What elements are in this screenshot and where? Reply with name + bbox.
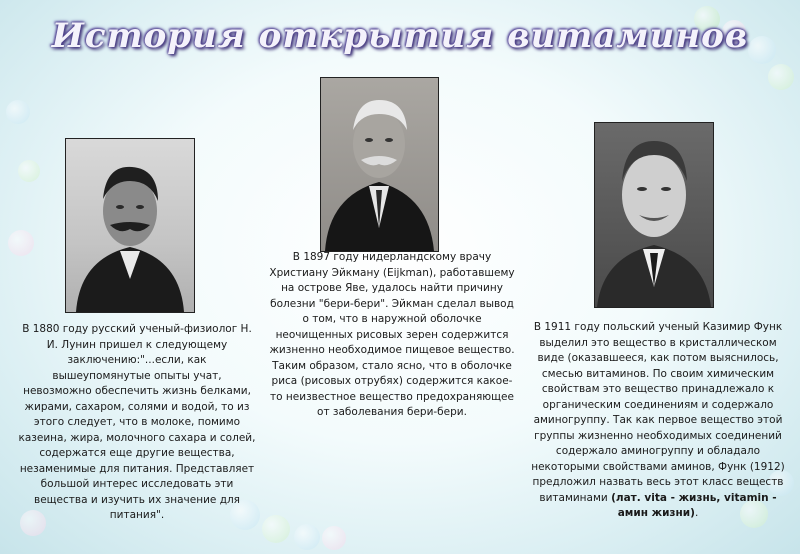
funk-caption-end: . xyxy=(694,507,699,519)
funk-portrait xyxy=(594,122,714,308)
decorative-bead xyxy=(294,524,320,550)
funk-caption xyxy=(530,320,786,522)
decorative-bead xyxy=(18,160,40,182)
funk-caption-bold: (лат. vita - жизнь, vitamin - амин жизни) xyxy=(611,491,777,519)
decorative-bead xyxy=(322,526,346,550)
slide-title: История открытия витаминов xyxy=(51,16,749,56)
decorative-bead xyxy=(262,515,290,543)
decorative-bead xyxy=(768,64,794,90)
eijkman-portrait xyxy=(320,77,439,252)
eijkman-caption: В 1897 году нидерландскому врачу Христиану Эйкману (Eijkman), работавшему на острове Яве, удалось найти причину болезни "бери-бери". Эйкман сделал вывод о том, что в наружной оболочке неочищенных рисовых зерен содержится жизненно необходимое пищевое вещество. Таким образом, стало ясно, что в оболочке риса (рисовых отрубях) содержится какое-то неизвестное вещество предохраняющее от заболевания бери-бери. xyxy=(269,251,515,418)
lunin-portrait xyxy=(65,138,195,313)
decorative-bead xyxy=(6,100,30,124)
decorative-bead xyxy=(8,230,34,256)
funk-caption-text: В 1911 году польский ученый Казимир Функ выделил это вещество в кристаллическом виде (оказавшееся, как потом выяснилось, смесью витаминов. По своим химическим свойствам это вещество принадлежало к органическим соединениям и содержало аминогруппу. Так как первое вещество этой группы жизненно необходимых соединений содержало аминогруппу и обладало некоторыми свойствами аминов, Функ (1912) предложил назвать весь этот класс веществ витаминами xyxy=(531,321,785,504)
lunin-caption: В 1880 году русский ученый-физиолог Н. И. Лунин пришел к следующему заключению:"...если, как вышеупомянутые опыты учат, невозможно обеспечить жизнь белками, жирами, сахаром, солями и водой, то из этого следует, что в молоке, помимо казеина, жира, молочного сахара и солей, содержатся еще другие вещества, незаменимые для питания. Представляет большой интерес исследовать эти вещества и изучить их значение для питания". xyxy=(18,323,256,521)
